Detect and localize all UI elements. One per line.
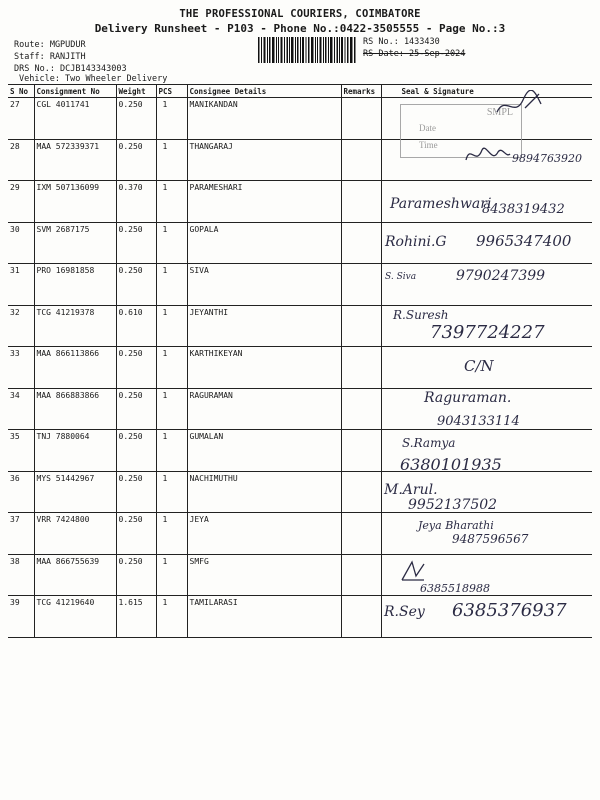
col-sno: S No: [8, 85, 34, 98]
col-consignee: Consignee Details: [187, 85, 341, 98]
company-title: THE PROFESSIONAL COURIERS, COIMBATORE: [179, 8, 421, 20]
signature-scribble-27: [495, 90, 545, 120]
cell-remarks: [341, 554, 381, 596]
cell-sno: 34: [8, 388, 34, 430]
cell-remarks: [341, 139, 381, 181]
barcode-image: [258, 37, 356, 63]
signature-30: Rohini.G: [385, 234, 447, 250]
runsheet-subtitle: Delivery Runsheet - P103 - Phone No.:0422-3505555 - Page No.:3: [94, 22, 506, 35]
cell-remarks: [341, 264, 381, 306]
cell-consignment-no: IXM 507136099: [34, 181, 116, 223]
table-row: [8, 471, 592, 513]
cell-sno: 31: [8, 264, 34, 306]
phone-35: 6380101935: [400, 455, 502, 474]
route-label: Route: MGPUDUR: [14, 40, 86, 50]
cell-weight: 0.250: [116, 513, 156, 555]
cell-pcs: 1: [156, 139, 187, 181]
col-seal-signature: Seal & Signature: [381, 85, 592, 98]
cell-consignee: JEYANTHI: [187, 305, 341, 347]
cell-pcs: 1: [156, 305, 187, 347]
cell-sno: 29: [8, 181, 34, 223]
cell-weight: 0.610: [116, 305, 156, 347]
stamp-date-label: Date: [419, 123, 436, 133]
cell-consignment-no: TCG 41219640: [34, 596, 116, 638]
cell-remarks: [341, 181, 381, 223]
phone-31: 9790247399: [456, 268, 546, 284]
cell-pcs: 1: [156, 471, 187, 513]
cell-consignee: NACHIMUTHU: [187, 471, 341, 513]
drs-number: DRS No.: DCJB143343003: [14, 64, 127, 74]
cell-consignment-no: SVM 2687175: [34, 222, 116, 264]
cell-weight: 0.250: [116, 264, 156, 306]
cell-pcs: 1: [156, 388, 187, 430]
cell-weight: 0.250: [116, 471, 156, 513]
staff-label: Staff: RANJITH: [14, 52, 86, 62]
rs-date: [363, 49, 465, 59]
stamp-brand: SMPL: [486, 107, 513, 118]
cell-remarks: [341, 305, 381, 347]
cell-weight: 0.250: [116, 430, 156, 472]
phone-32: 7397724227: [430, 322, 545, 343]
phone-28: 9894763920: [512, 152, 582, 165]
cell-consignment-no: PRO 16981858: [34, 264, 116, 306]
phone-29: 8438319432: [482, 202, 565, 217]
col-remarks: Remarks: [341, 85, 381, 98]
cell-sno: 30: [8, 222, 34, 264]
cell-weight: 0.250: [116, 98, 156, 140]
rs-number: RS No.: 1433430: [363, 37, 440, 47]
signature-31: S. Siva: [385, 272, 417, 282]
cell-consignment-no: MAA 866883866: [34, 388, 116, 430]
cell-consignee: GUMALAN: [187, 430, 341, 472]
cell-pcs: 1: [156, 222, 187, 264]
cell-remarks: [341, 596, 381, 638]
cell-consignee: SMFG: [187, 554, 341, 596]
cell-weight: 0.250: [116, 554, 156, 596]
cell-sno: 32: [8, 305, 34, 347]
cell-remarks: [341, 471, 381, 513]
cell-consignment-no: TCG 41219378: [34, 305, 116, 347]
signature-32: R.Suresh: [393, 308, 449, 322]
cell-sno: 38: [8, 554, 34, 596]
col-weight: Weight: [116, 85, 156, 98]
rs-date-value: RS Date: 25-Sep-2024: [363, 49, 466, 59]
stamp-time-label: Time: [419, 140, 438, 150]
phone-38: 6385518988: [420, 582, 490, 595]
signature-scribble-28: [462, 140, 512, 170]
cell-consignee: MANIKANDAN: [187, 98, 341, 140]
cell-pcs: 1: [156, 513, 187, 555]
cell-consignee: THANGARAJ: [187, 139, 341, 181]
cell-pcs: 1: [156, 181, 187, 223]
cell-weight: 1.615: [116, 596, 156, 638]
vehicle-label: Vehicle: Two Wheeler Delivery: [19, 74, 168, 84]
signature-scribble-38: [398, 558, 428, 584]
cell-consignment-no: MAA 572339371: [34, 139, 116, 181]
col-consignment: Consignment No: [34, 85, 116, 98]
cell-consignee: KARTHIKEYAN: [187, 347, 341, 389]
signature-35: S.Ramya: [402, 436, 456, 450]
cell-weight: 0.370: [116, 181, 156, 223]
signature-39: R.Sey: [384, 604, 425, 620]
cell-sno: 27: [8, 98, 34, 140]
cell-consignment-no: CGL 4011741: [34, 98, 116, 140]
cell-weight: 0.250: [116, 388, 156, 430]
cell-pcs: 1: [156, 596, 187, 638]
phone-34: 9043133114: [437, 414, 520, 429]
cell-weight: 0.250: [116, 347, 156, 389]
table-row: [8, 554, 592, 596]
cell-consignment-no: MAA 866113866: [34, 347, 116, 389]
cell-consignee: TAMILARASI: [187, 596, 341, 638]
cell-weight: 0.250: [116, 139, 156, 181]
cell-remarks: [341, 98, 381, 140]
remark-33: C/N: [464, 357, 494, 375]
cell-weight: 0.250: [116, 222, 156, 264]
table-row: [8, 347, 592, 389]
cell-pcs: 1: [156, 347, 187, 389]
cell-sno: 39: [8, 596, 34, 638]
cell-pcs: 1: [156, 98, 187, 140]
cell-remarks: [341, 513, 381, 555]
cell-remarks: [341, 430, 381, 472]
signature-36: M.Arul.: [384, 482, 438, 498]
cell-consignee: PARAMESHARI: [187, 181, 341, 223]
cell-consignee: SIVA: [187, 264, 341, 306]
cell-consignment-no: MAA 866755639: [34, 554, 116, 596]
cell-sno: 35: [8, 430, 34, 472]
cell-pcs: 1: [156, 430, 187, 472]
signature-34: Raguraman.: [424, 390, 512, 406]
signature-29: Parameshwari: [390, 196, 492, 212]
phone-37: 9487596567: [452, 532, 529, 546]
cell-remarks: [341, 347, 381, 389]
phone-30: 9965347400: [476, 232, 572, 250]
cell-consignment-no: TNJ 7880064: [34, 430, 116, 472]
cell-consignee: RAGURAMAN: [187, 388, 341, 430]
phone-36: 9952137502: [408, 497, 498, 513]
cell-sno: 36: [8, 471, 34, 513]
cell-remarks: [341, 222, 381, 264]
cell-consignee: JEYA: [187, 513, 341, 555]
cell-sno: 33: [8, 347, 34, 389]
phone-39: 6385376937: [452, 600, 567, 621]
table-row: [8, 430, 592, 472]
signature-37: Jeya Bharathi: [418, 519, 494, 532]
cell-pcs: 1: [156, 554, 187, 596]
cell-consignee: GOPALA: [187, 222, 341, 264]
cell-pcs: 1: [156, 264, 187, 306]
cell-sno: 28: [8, 139, 34, 181]
cell-remarks: [341, 388, 381, 430]
cell-consignment-no: VRR 7424800: [34, 513, 116, 555]
cell-consignment-no: MYS 51442967: [34, 471, 116, 513]
col-pcs: PCS: [156, 85, 187, 98]
cell-sno: 37: [8, 513, 34, 555]
